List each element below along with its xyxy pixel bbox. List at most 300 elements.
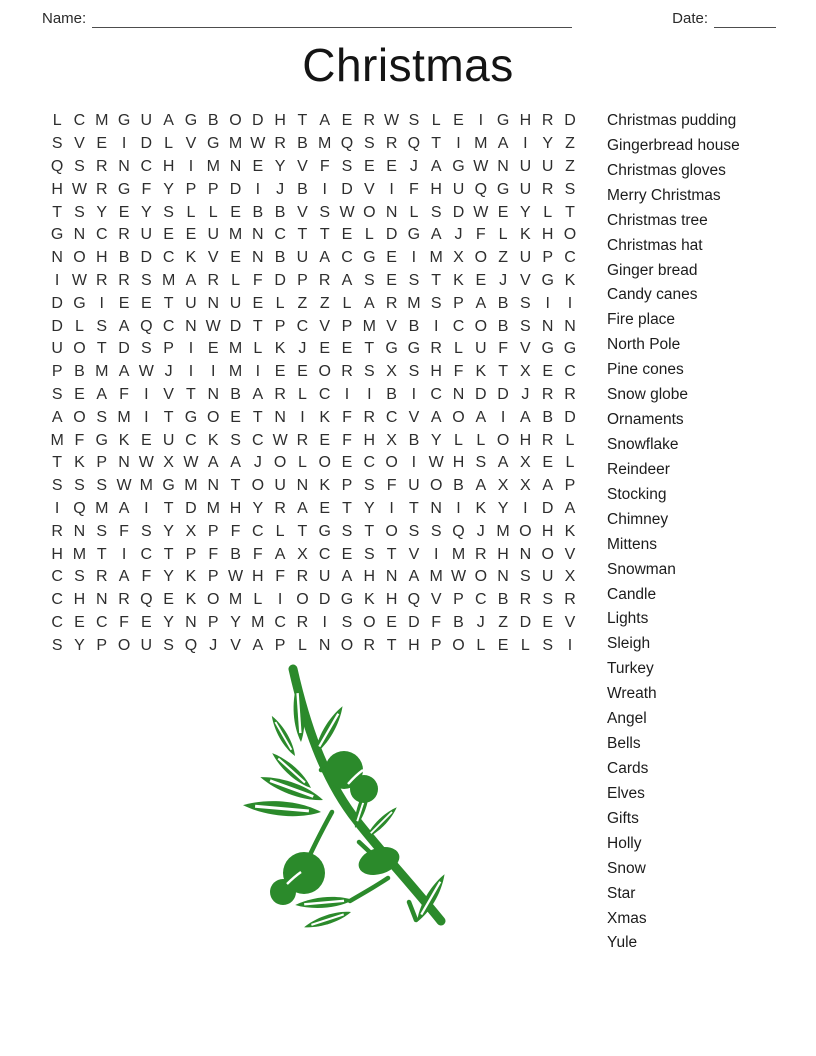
grid-letter: R bbox=[118, 591, 130, 609]
grid-letter: L bbox=[297, 636, 307, 654]
grid-letter: I bbox=[121, 135, 127, 153]
grid-letter: U bbox=[519, 249, 532, 267]
grid-letter: G bbox=[162, 477, 175, 495]
grid-letter: A bbox=[497, 135, 509, 153]
grid-letter: H bbox=[519, 431, 532, 449]
grid-letter: L bbox=[431, 112, 441, 130]
grid-letter: E bbox=[497, 203, 509, 221]
grid-letter: D bbox=[274, 271, 286, 289]
grid-letter: H bbox=[541, 522, 554, 540]
grid-letter: J bbox=[209, 636, 218, 654]
grid-letter: I bbox=[411, 249, 417, 267]
word-list-item: Pine cones bbox=[607, 361, 684, 379]
grid-letter: H bbox=[51, 180, 63, 198]
grid-letter: L bbox=[275, 294, 285, 312]
grid-letter: U bbox=[519, 157, 532, 175]
grid-letter: V bbox=[564, 545, 576, 563]
grid-letter: E bbox=[341, 226, 353, 244]
grid-letter: R bbox=[341, 363, 353, 381]
grid-letter: P bbox=[542, 249, 554, 267]
grid-letter: F bbox=[342, 431, 352, 449]
grid-letter: O bbox=[452, 408, 465, 426]
word-list-item: Fire place bbox=[607, 311, 676, 329]
grid-letter: J bbox=[476, 613, 485, 631]
grid-letter: S bbox=[319, 203, 331, 221]
grid-letter: X bbox=[297, 545, 308, 563]
grid-letter: R bbox=[95, 271, 108, 289]
grid-letter: W bbox=[272, 431, 288, 449]
grid-letter: R bbox=[363, 112, 376, 130]
grid-letter: Y bbox=[252, 499, 264, 517]
grid-letter: S bbox=[163, 636, 174, 654]
grid-letter: Z bbox=[498, 613, 508, 631]
grid-letter: Q bbox=[452, 522, 465, 540]
header-row bbox=[42, 4, 776, 28]
grid-letter: E bbox=[230, 203, 241, 221]
grid-letter: R bbox=[363, 408, 376, 426]
grid-letter: N bbox=[274, 408, 286, 426]
grid-letter: S bbox=[430, 203, 442, 221]
grid-letter: T bbox=[364, 522, 375, 540]
grid-letter: E bbox=[118, 294, 130, 312]
grid-letter: K bbox=[564, 271, 576, 289]
grid-letter: E bbox=[141, 613, 152, 631]
grid-letter: A bbox=[118, 568, 130, 586]
grid-letter: E bbox=[141, 431, 152, 449]
grid-letter: Y bbox=[497, 499, 509, 517]
grid-letter: S bbox=[96, 408, 108, 426]
grid-letter: S bbox=[74, 203, 85, 221]
grid-letter: E bbox=[341, 454, 353, 472]
grid-letter: K bbox=[564, 522, 576, 540]
grid-letter: S bbox=[408, 363, 420, 381]
grid-letter: S bbox=[74, 157, 85, 175]
grid-letter: S bbox=[520, 294, 531, 312]
grid-letter: P bbox=[430, 636, 442, 654]
grid-letter: Y bbox=[363, 499, 375, 517]
grid-letter: N bbox=[541, 317, 554, 335]
grid-letter: T bbox=[565, 203, 575, 221]
grid-letter: M bbox=[251, 613, 265, 631]
grid-letter: P bbox=[207, 180, 219, 198]
grid-letter: A bbox=[96, 385, 108, 403]
grid-letter: S bbox=[363, 135, 375, 153]
grid-letter: P bbox=[207, 568, 219, 586]
grid-letter: A bbox=[319, 112, 331, 130]
grid-letter: E bbox=[252, 157, 264, 175]
grid-letter: O bbox=[474, 249, 488, 267]
grid-letter: L bbox=[275, 522, 285, 540]
grid-letter: D bbox=[564, 112, 576, 130]
grid-letter: S bbox=[341, 157, 353, 175]
grid-letter: M bbox=[95, 112, 109, 130]
grid-letter: N bbox=[207, 294, 219, 312]
grid-letter: H bbox=[162, 157, 175, 175]
grid-letter: I bbox=[389, 499, 394, 517]
word-list-item: Gifts bbox=[607, 809, 639, 827]
grid-letter: I bbox=[456, 499, 461, 517]
grid-letter: T bbox=[297, 522, 308, 540]
grid-letter: M bbox=[407, 294, 421, 312]
grid-letter: V bbox=[163, 385, 174, 403]
grid-letter: U bbox=[541, 157, 554, 175]
grid-letter: S bbox=[363, 477, 375, 495]
grid-letter: G bbox=[207, 135, 220, 153]
word-list-item: Candy canes bbox=[607, 286, 698, 304]
word-list-item: Chimney bbox=[607, 510, 669, 528]
grid-letter: T bbox=[52, 203, 63, 221]
grid-letter: R bbox=[274, 499, 286, 517]
grid-letter: S bbox=[141, 522, 152, 540]
grid-letter: C bbox=[318, 545, 331, 563]
grid-letter: G bbox=[117, 180, 131, 198]
grid-letter: M bbox=[496, 522, 510, 540]
grid-letter: T bbox=[386, 636, 397, 654]
grid-letter: C bbox=[363, 454, 376, 472]
grid-letter: L bbox=[520, 636, 530, 654]
word-list-item: Mittens bbox=[607, 535, 657, 553]
grid-letter: B bbox=[297, 180, 308, 198]
grid-letter: L bbox=[74, 317, 84, 335]
grid-letter: W bbox=[205, 317, 221, 335]
grid-letter: D bbox=[564, 408, 576, 426]
grid-letter: A bbox=[430, 408, 442, 426]
grid-letter: C bbox=[318, 385, 331, 403]
grid-letter: K bbox=[520, 226, 531, 244]
grid-letter: O bbox=[73, 408, 86, 426]
grid-letter: L bbox=[565, 431, 575, 449]
grid-letter: Y bbox=[163, 613, 174, 631]
grid-letter: B bbox=[230, 545, 241, 563]
grid-letter: V bbox=[408, 545, 420, 563]
grid-letter: R bbox=[296, 613, 309, 631]
grid-letter: G bbox=[117, 112, 131, 130]
grid-letter: F bbox=[208, 545, 219, 563]
grid-letter: M bbox=[228, 363, 243, 381]
grid-letter: R bbox=[519, 591, 532, 609]
grid-letter: M bbox=[95, 499, 109, 517]
grid-letter: Y bbox=[163, 568, 174, 586]
grid-letter: R bbox=[564, 591, 576, 609]
grid-letter: S bbox=[51, 385, 63, 403]
grid-letter: F bbox=[252, 545, 263, 563]
grid-letter: O bbox=[363, 613, 376, 631]
grid-letter: I bbox=[54, 499, 60, 517]
grid-letter: D bbox=[140, 249, 153, 267]
word-list-item: Star bbox=[607, 884, 636, 902]
grid-letter: H bbox=[73, 591, 86, 609]
grid-letter: N bbox=[95, 591, 108, 609]
grid-letter: Y bbox=[430, 431, 442, 449]
date-label: Date: bbox=[672, 10, 708, 27]
grid-letter: N bbox=[252, 226, 264, 244]
grid-letter: M bbox=[429, 249, 443, 267]
grid-letter: D bbox=[229, 180, 242, 198]
grid-letter: N bbox=[73, 226, 86, 244]
grid-letter: R bbox=[541, 112, 554, 130]
grid-letter: M bbox=[362, 317, 376, 335]
grid-letter: L bbox=[253, 340, 263, 358]
grid-letter: L bbox=[342, 294, 352, 312]
grid-letter: I bbox=[211, 363, 216, 381]
grid-letter: I bbox=[500, 408, 506, 426]
grid-letter: D bbox=[341, 180, 353, 198]
grid-letter: V bbox=[386, 317, 397, 335]
grid-letter: C bbox=[51, 613, 63, 631]
grid-letter: C bbox=[73, 112, 86, 130]
grid-letter: J bbox=[521, 385, 530, 403]
grid-letter: E bbox=[74, 385, 85, 403]
grid-letter: E bbox=[163, 591, 174, 609]
grid-letter: E bbox=[475, 271, 487, 289]
grid-letter: M bbox=[139, 477, 153, 495]
grid-letter: B bbox=[118, 249, 130, 267]
grid-letter: S bbox=[51, 135, 63, 153]
grid-letter: E bbox=[207, 340, 219, 358]
grid-letter: A bbox=[118, 499, 130, 517]
grid-letter: S bbox=[430, 522, 442, 540]
grid-letter: L bbox=[164, 135, 174, 153]
grid-letter: M bbox=[429, 568, 443, 586]
grid-letter: W bbox=[71, 180, 87, 198]
grid-letter: S bbox=[51, 477, 63, 495]
grid-letter: O bbox=[363, 203, 376, 221]
grid-letter: P bbox=[453, 591, 464, 609]
grid-letter: U bbox=[541, 568, 554, 586]
name-blank-line bbox=[92, 10, 572, 28]
grid-letter: A bbox=[363, 294, 375, 312]
grid-letter: R bbox=[274, 385, 286, 403]
grid-letter: N bbox=[51, 249, 63, 267]
grid-letter: R bbox=[95, 157, 108, 175]
grid-letter: D bbox=[541, 499, 554, 517]
grid-letter: N bbox=[385, 203, 398, 221]
grid-letter: D bbox=[140, 135, 153, 153]
grid-letter: R bbox=[363, 636, 376, 654]
word-list-item: Reindeer bbox=[607, 460, 670, 478]
grid-letter: X bbox=[520, 477, 531, 495]
grid-letter: Q bbox=[50, 157, 64, 175]
grid-letter: R bbox=[541, 431, 554, 449]
grid-letter: G bbox=[541, 271, 554, 289]
grid-letter: F bbox=[342, 408, 352, 426]
grid-letter: C bbox=[95, 613, 108, 631]
grid-letter: B bbox=[386, 385, 397, 403]
grid-letter: G bbox=[73, 294, 86, 312]
grid-letter: E bbox=[341, 112, 353, 130]
grid-letter: W bbox=[71, 271, 87, 289]
grid-letter: E bbox=[542, 363, 554, 381]
grid-letter: I bbox=[367, 385, 372, 403]
grid-letter: C bbox=[564, 363, 576, 381]
grid-letter: A bbox=[252, 385, 264, 403]
grid-letter: I bbox=[277, 591, 283, 609]
word-list-item: Turkey bbox=[607, 660, 654, 678]
grid-letter: R bbox=[296, 568, 309, 586]
word-list-item: Snow bbox=[607, 859, 646, 877]
grid-letter: E bbox=[141, 294, 152, 312]
grid-letter: S bbox=[408, 522, 420, 540]
grid-letter: O bbox=[519, 522, 532, 540]
grid-letter: C bbox=[341, 249, 353, 267]
grid-letter: S bbox=[163, 203, 174, 221]
grid-letter: U bbox=[229, 294, 242, 312]
grid-letter: O bbox=[207, 408, 220, 426]
grid-letter: O bbox=[340, 636, 354, 654]
grid-letter: H bbox=[519, 112, 532, 130]
grid-letter: C bbox=[296, 317, 309, 335]
grid-letter: M bbox=[184, 477, 198, 495]
grid-letter: K bbox=[185, 591, 197, 609]
grid-letter: D bbox=[185, 499, 197, 517]
grid-letter: I bbox=[567, 636, 573, 654]
grid-letter: S bbox=[96, 317, 108, 335]
grid-letter: J bbox=[164, 363, 173, 381]
word-list-item: Wreath bbox=[607, 685, 657, 703]
grid-letter: V bbox=[363, 180, 375, 198]
grid-letter: S bbox=[141, 340, 152, 358]
grid-letter: I bbox=[322, 180, 327, 198]
word-list-item: Christmas tree bbox=[607, 211, 708, 229]
grid-letter: C bbox=[564, 249, 576, 267]
grid-letter: S bbox=[520, 568, 531, 586]
grid-letter: S bbox=[430, 294, 442, 312]
word-list-item: Snowman bbox=[607, 560, 676, 578]
grid-letter: N bbox=[185, 613, 197, 631]
grid-letter: A bbox=[408, 568, 420, 586]
grid-letter: Z bbox=[565, 135, 575, 153]
grid-letter: G bbox=[184, 408, 198, 426]
grid-letter: O bbox=[229, 112, 242, 130]
grid-letter: A bbox=[341, 568, 353, 586]
grid-letter: K bbox=[363, 591, 375, 609]
grid-letter: L bbox=[52, 112, 62, 130]
grid-letter: C bbox=[185, 431, 197, 449]
grid-letter: Z bbox=[498, 249, 508, 267]
grid-letter: R bbox=[564, 385, 576, 403]
word-list-item: Yule bbox=[607, 934, 638, 952]
grid-letter: O bbox=[73, 249, 86, 267]
grid-letter: T bbox=[96, 340, 107, 358]
grid-letter: P bbox=[274, 317, 286, 335]
grid-letter: H bbox=[430, 180, 442, 198]
grid-letter: O bbox=[296, 591, 309, 609]
grid-letter: C bbox=[274, 226, 286, 244]
grid-letter: A bbox=[341, 271, 353, 289]
grid-letter: E bbox=[297, 363, 308, 381]
grid-letter: V bbox=[230, 636, 241, 654]
grid-letter: I bbox=[54, 271, 60, 289]
grid-letter: L bbox=[476, 636, 486, 654]
grid-letter: E bbox=[230, 408, 241, 426]
grid-letter: H bbox=[229, 499, 242, 517]
grid-letter: Q bbox=[407, 591, 421, 609]
grid-letter: F bbox=[74, 431, 85, 449]
grid-letter: W bbox=[428, 454, 444, 472]
grid-letter: A bbox=[475, 408, 487, 426]
grid-letter: O bbox=[452, 636, 465, 654]
word-list-item: Sleigh bbox=[607, 635, 651, 653]
word-list-item: Holly bbox=[607, 834, 642, 852]
grid-letter: F bbox=[453, 363, 464, 381]
grid-letter: L bbox=[498, 226, 508, 244]
grid-letter: V bbox=[319, 317, 331, 335]
grid-letter: H bbox=[541, 226, 554, 244]
grid-letter: U bbox=[296, 249, 309, 267]
grid-letter: A bbox=[51, 408, 63, 426]
grid-letter: E bbox=[542, 454, 554, 472]
grid-letter: H bbox=[252, 568, 264, 586]
grid-letter: R bbox=[541, 180, 554, 198]
grid-letter: R bbox=[541, 385, 554, 403]
grid-letter: G bbox=[563, 340, 577, 358]
grid-letter: N bbox=[207, 477, 219, 495]
grid-letter: Y bbox=[96, 203, 108, 221]
grid-letter: I bbox=[344, 385, 350, 403]
grid-letter: S bbox=[363, 271, 375, 289]
grid-letter: O bbox=[385, 454, 398, 472]
grid-letter: O bbox=[273, 454, 287, 472]
grid-letter: R bbox=[385, 294, 398, 312]
grid-letter: I bbox=[523, 499, 528, 517]
grid-letter: A bbox=[430, 157, 442, 175]
grid-letter: W bbox=[339, 203, 355, 221]
grid-letter: J bbox=[253, 454, 262, 472]
grid-letter: G bbox=[184, 112, 198, 130]
grid-letter: N bbox=[497, 157, 509, 175]
grid-letter: T bbox=[163, 545, 174, 563]
grid-letter: U bbox=[51, 340, 63, 358]
grid-letter: T bbox=[431, 271, 442, 289]
grid-letter: R bbox=[95, 180, 108, 198]
word-list-item: Snowflake bbox=[607, 435, 679, 453]
grid-letter: P bbox=[297, 271, 308, 289]
grid-letter: M bbox=[206, 157, 220, 175]
grid-letter: L bbox=[186, 203, 196, 221]
word-list-item: Christmas hat bbox=[607, 236, 703, 254]
grid-letter: J bbox=[276, 180, 285, 198]
grid-letter: P bbox=[341, 317, 353, 335]
grid-letter: I bbox=[255, 363, 261, 381]
word-list-item: Lights bbox=[607, 610, 649, 628]
grid-letter: S bbox=[341, 613, 353, 631]
grid-letter: V bbox=[207, 249, 219, 267]
grid-letter: X bbox=[520, 363, 531, 381]
word-list-item: Angel bbox=[607, 710, 647, 728]
grid-letter: W bbox=[183, 454, 199, 472]
grid-letter: S bbox=[520, 317, 531, 335]
grid-letter: I bbox=[411, 385, 417, 403]
grid-letter: B bbox=[274, 203, 286, 221]
grid-letter: L bbox=[476, 431, 486, 449]
grid-letter: T bbox=[252, 408, 263, 426]
grid-letter: N bbox=[318, 636, 331, 654]
grid-letter: E bbox=[118, 203, 130, 221]
grid-letter: L bbox=[208, 203, 218, 221]
grid-letter: C bbox=[95, 226, 108, 244]
grid-letter: V bbox=[520, 340, 531, 358]
grid-letter: O bbox=[474, 317, 488, 335]
grid-letter: O bbox=[541, 545, 554, 563]
grid-letter: C bbox=[385, 408, 398, 426]
grid-letter: B bbox=[497, 317, 509, 335]
grid-letter: E bbox=[363, 157, 375, 175]
grid-letter: R bbox=[385, 135, 398, 153]
grid-letter: L bbox=[297, 385, 307, 403]
grid-letter: V bbox=[297, 203, 308, 221]
grid-letter: S bbox=[51, 636, 63, 654]
grid-letter: Y bbox=[163, 180, 174, 198]
